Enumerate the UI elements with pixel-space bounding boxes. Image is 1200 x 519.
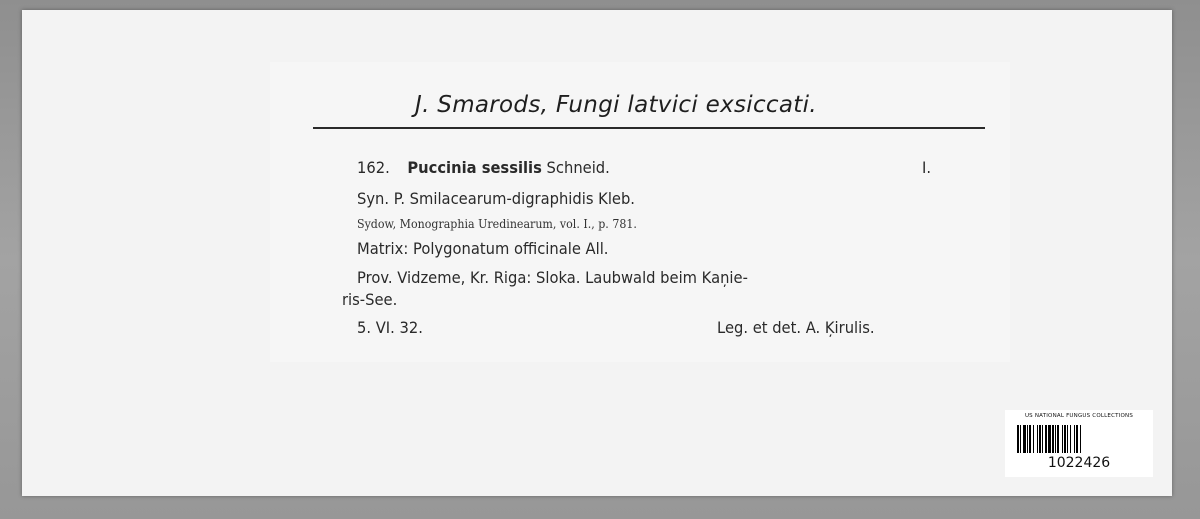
date-line: 5. VI. 32. [357, 318, 423, 337]
barcode-label [1005, 410, 1153, 477]
title-rule [313, 127, 985, 129]
entry-number: 162. [357, 158, 390, 177]
barcode-bars [1017, 425, 1141, 453]
barcode-header: US NATIONAL FUNGUS COLLECTIONS [1024, 413, 1134, 419]
species-name: Puccinia sessilis [407, 158, 542, 177]
locality-line-1: Prov. Vidzeme, Kr. Riga: Sloka. Laubwald beim Kaņie- [357, 268, 748, 287]
synonym-line: Syn. P. Smilacearum-digraphidis Kleb. [357, 189, 635, 208]
barcode-number: 1022426 [1047, 455, 1111, 471]
species-author: Schneid. [546, 158, 610, 177]
matrix-line: Matrix: Polygonatum officinale All. [357, 239, 609, 258]
barcode-bar [1081, 425, 1082, 453]
reference-line: Sydow, Monographia Uredinearum, vol. I., p. 781. [357, 217, 637, 231]
locality-line-2: ris-See. [342, 290, 398, 309]
label-title: J. Smarods, Fungi latvici exsiccati. [415, 92, 817, 118]
stage-label: I. [922, 158, 932, 177]
collector-line: Leg. et det. A. Ķirulis. [717, 318, 875, 337]
entry-line [357, 158, 610, 177]
